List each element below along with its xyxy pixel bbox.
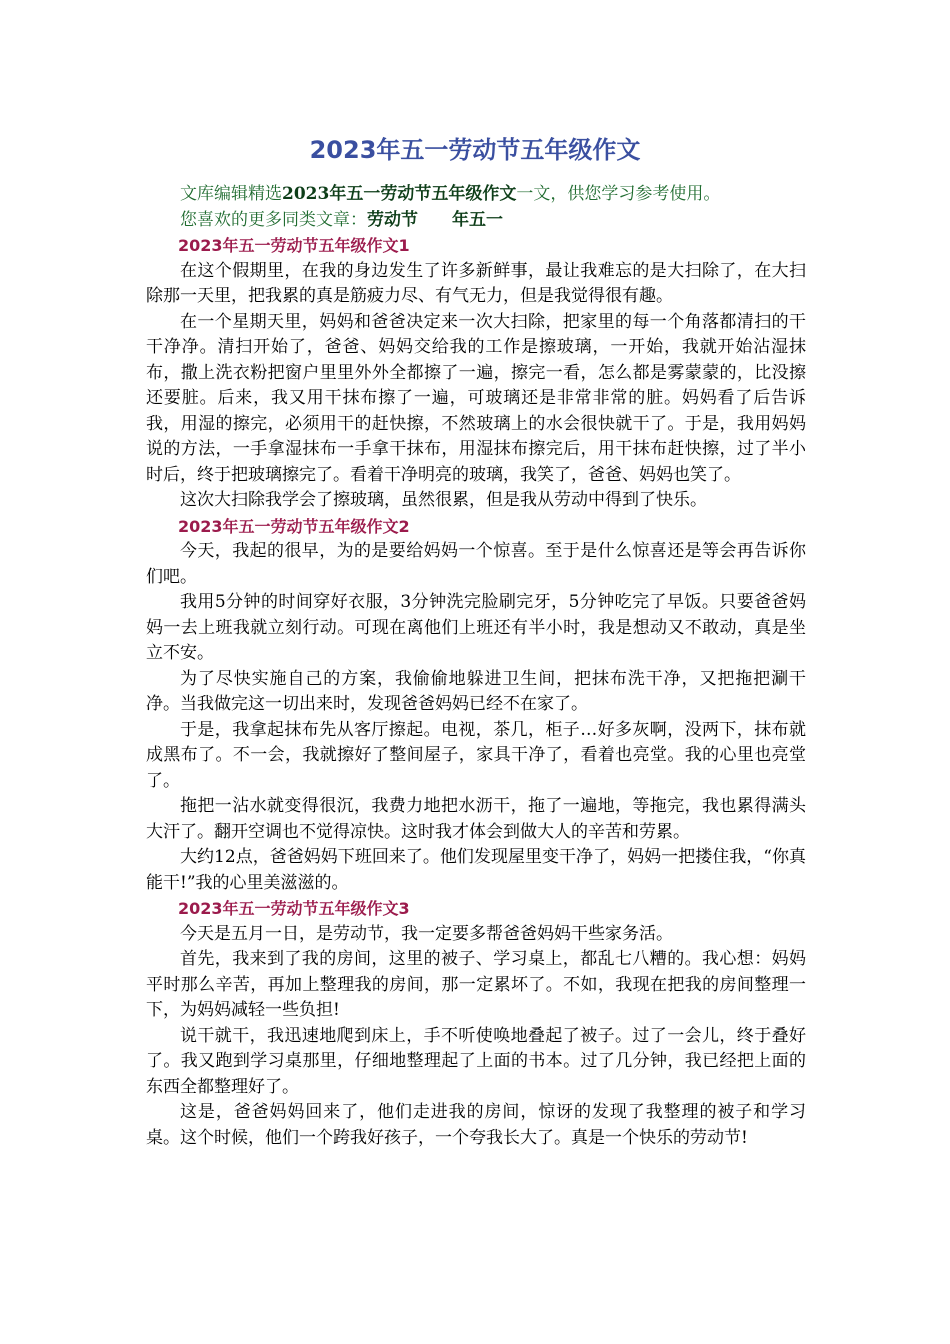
paragraph: 拖把一沾水就变得很沉，我费力地把水沥干，拖了一遍地，等拖完，我也累得满头大汗了。翻开空调也不觉得凉快。这时我才体会到做大人的辛苦和劳累。: [146, 796, 806, 842]
paragraph: 这次大扫除我学会了擦玻璃，虽然很累，但是我从劳动中得到了快乐。: [180, 490, 707, 510]
paragraph: 今天，我起的很早，为的是要给妈妈一个惊喜。至于是什么惊喜还是等会再告诉你们吧。: [146, 541, 806, 587]
paragraph: 说干就干，我迅速地爬到床上，手不听使唤地叠起了被子。过了一会儿，终于叠好了。我又跑到学习桌那里，仔细地整理起了上面的书本。过了几分钟，我已经把上面的东西全都整理好了。: [146, 1025, 806, 1097]
intro-article-title[interactable]: 2023年五一劳动节五年级作文: [282, 184, 517, 204]
paragraph: 大约12点，爸爸妈妈下班回来了。他们发现屋里变干净了，妈妈一把搂住我，“你真能干!”我的心里美滋滋的。: [146, 847, 806, 893]
document-body: [146, 182, 806, 1151]
document-title: 2023年五一劳动节五年级作文: [309, 136, 641, 164]
paragraph: 今天是五月一日，是劳动节，我一定要多帮爸爸妈妈干些家务活。: [180, 923, 673, 944]
related-articles-label: 您喜欢的更多同类文章：: [180, 209, 367, 230]
paragraph: 在一个星期天里，妈妈和爸爸决定来一次大扫除，把家里的每一个角落都清扫的干干净净。清扫开始了，爸爸、妈妈交给我的工作是擦玻璃，一开始，我就开始沾湿抹布，撒上洗衣粉把窗户里里外外全都擦了一遍，擦完一看，怎么都是雾蒙蒙的，比没擦还要脏。后来，我又用干抹布擦了一遍，可玻璃还是非常非常的脏。妈妈看了后告诉我，用湿的擦完，必须用干的赶快擦，不然玻璃上的水会很快就干了。于是，我用妈妈说的方法，一手拿湿抹布一手拿干抹布，用湿抹布擦完后，用干抹布赶快擦，过了半小时后，终于把玻璃擦完了。看着干净明亮的玻璃，我笑了，爸爸、妈妈也笑了。: [146, 311, 806, 485]
paragraph: 我用5分钟的时间穿好衣服，3分钟洗完脸刷完牙，5分钟吃完了早饭。只要爸爸妈妈一去上班我就立刻行动。可现在离他们上班还有半小时，我是想动又不敢动，真是坐立不安。: [146, 592, 806, 663]
paragraph: 为了尽快实施自己的方案，我偷偷地躲进卫生间，把抹布洗干净，又把拖把涮干净。当我做完这一切出来时，发现爸爸妈妈已经不在家了。: [146, 668, 806, 714]
section-title-1: 2023年五一劳动节五年级作文1: [178, 236, 410, 255]
related-tag-2[interactable]: 年五一: [452, 209, 503, 230]
intro-line-2: [146, 208, 806, 234]
paragraph: 这是，爸爸妈妈回来了，他们走进我的房间，惊讶的发现了我整理的被子和学习桌。这个时候，他们一个跨我好孩子，一个夸我长大了。真是一个快乐的劳动节!: [146, 1102, 806, 1148]
section-title-2: 2023年五一劳动节五年级作文2: [178, 516, 410, 536]
paragraph: 在这个假期里，在我的身边发生了许多新鲜事，最让我难忘的是大扫除了，在大扫除那一天里，把我累的真是筋疲力尽、有气无力，但是我觉得很有趣。: [146, 260, 806, 306]
intro-prefix: 文库编辑精选: [180, 184, 282, 204]
intro-suffix: 一文，供您学习参考使用。: [516, 184, 721, 204]
section-title-3: 2023年五一劳动节五年级作文3: [178, 899, 410, 918]
related-tag-1[interactable]: 劳动节: [367, 209, 418, 230]
paragraph: 于是，我拿起抹布先从客厅擦起。电视，茶几，柜子…好多灰啊，没两下，抹布就成黑布了。不一会，我就擦好了整间屋子，家具干净了，看着也亮堂。我的心里也亮堂了。: [146, 719, 806, 791]
intro-line-1: [146, 182, 806, 208]
paragraph: 首先，我来到了我的房间，这里的被子、学习桌上，都乱七八糟的。我心想：妈妈平时那么辛苦，再加上整理我的房间，那一定累坏了。不如，我现在把我的房间整理一下，为妈妈减轻一些负担!: [146, 949, 806, 1020]
